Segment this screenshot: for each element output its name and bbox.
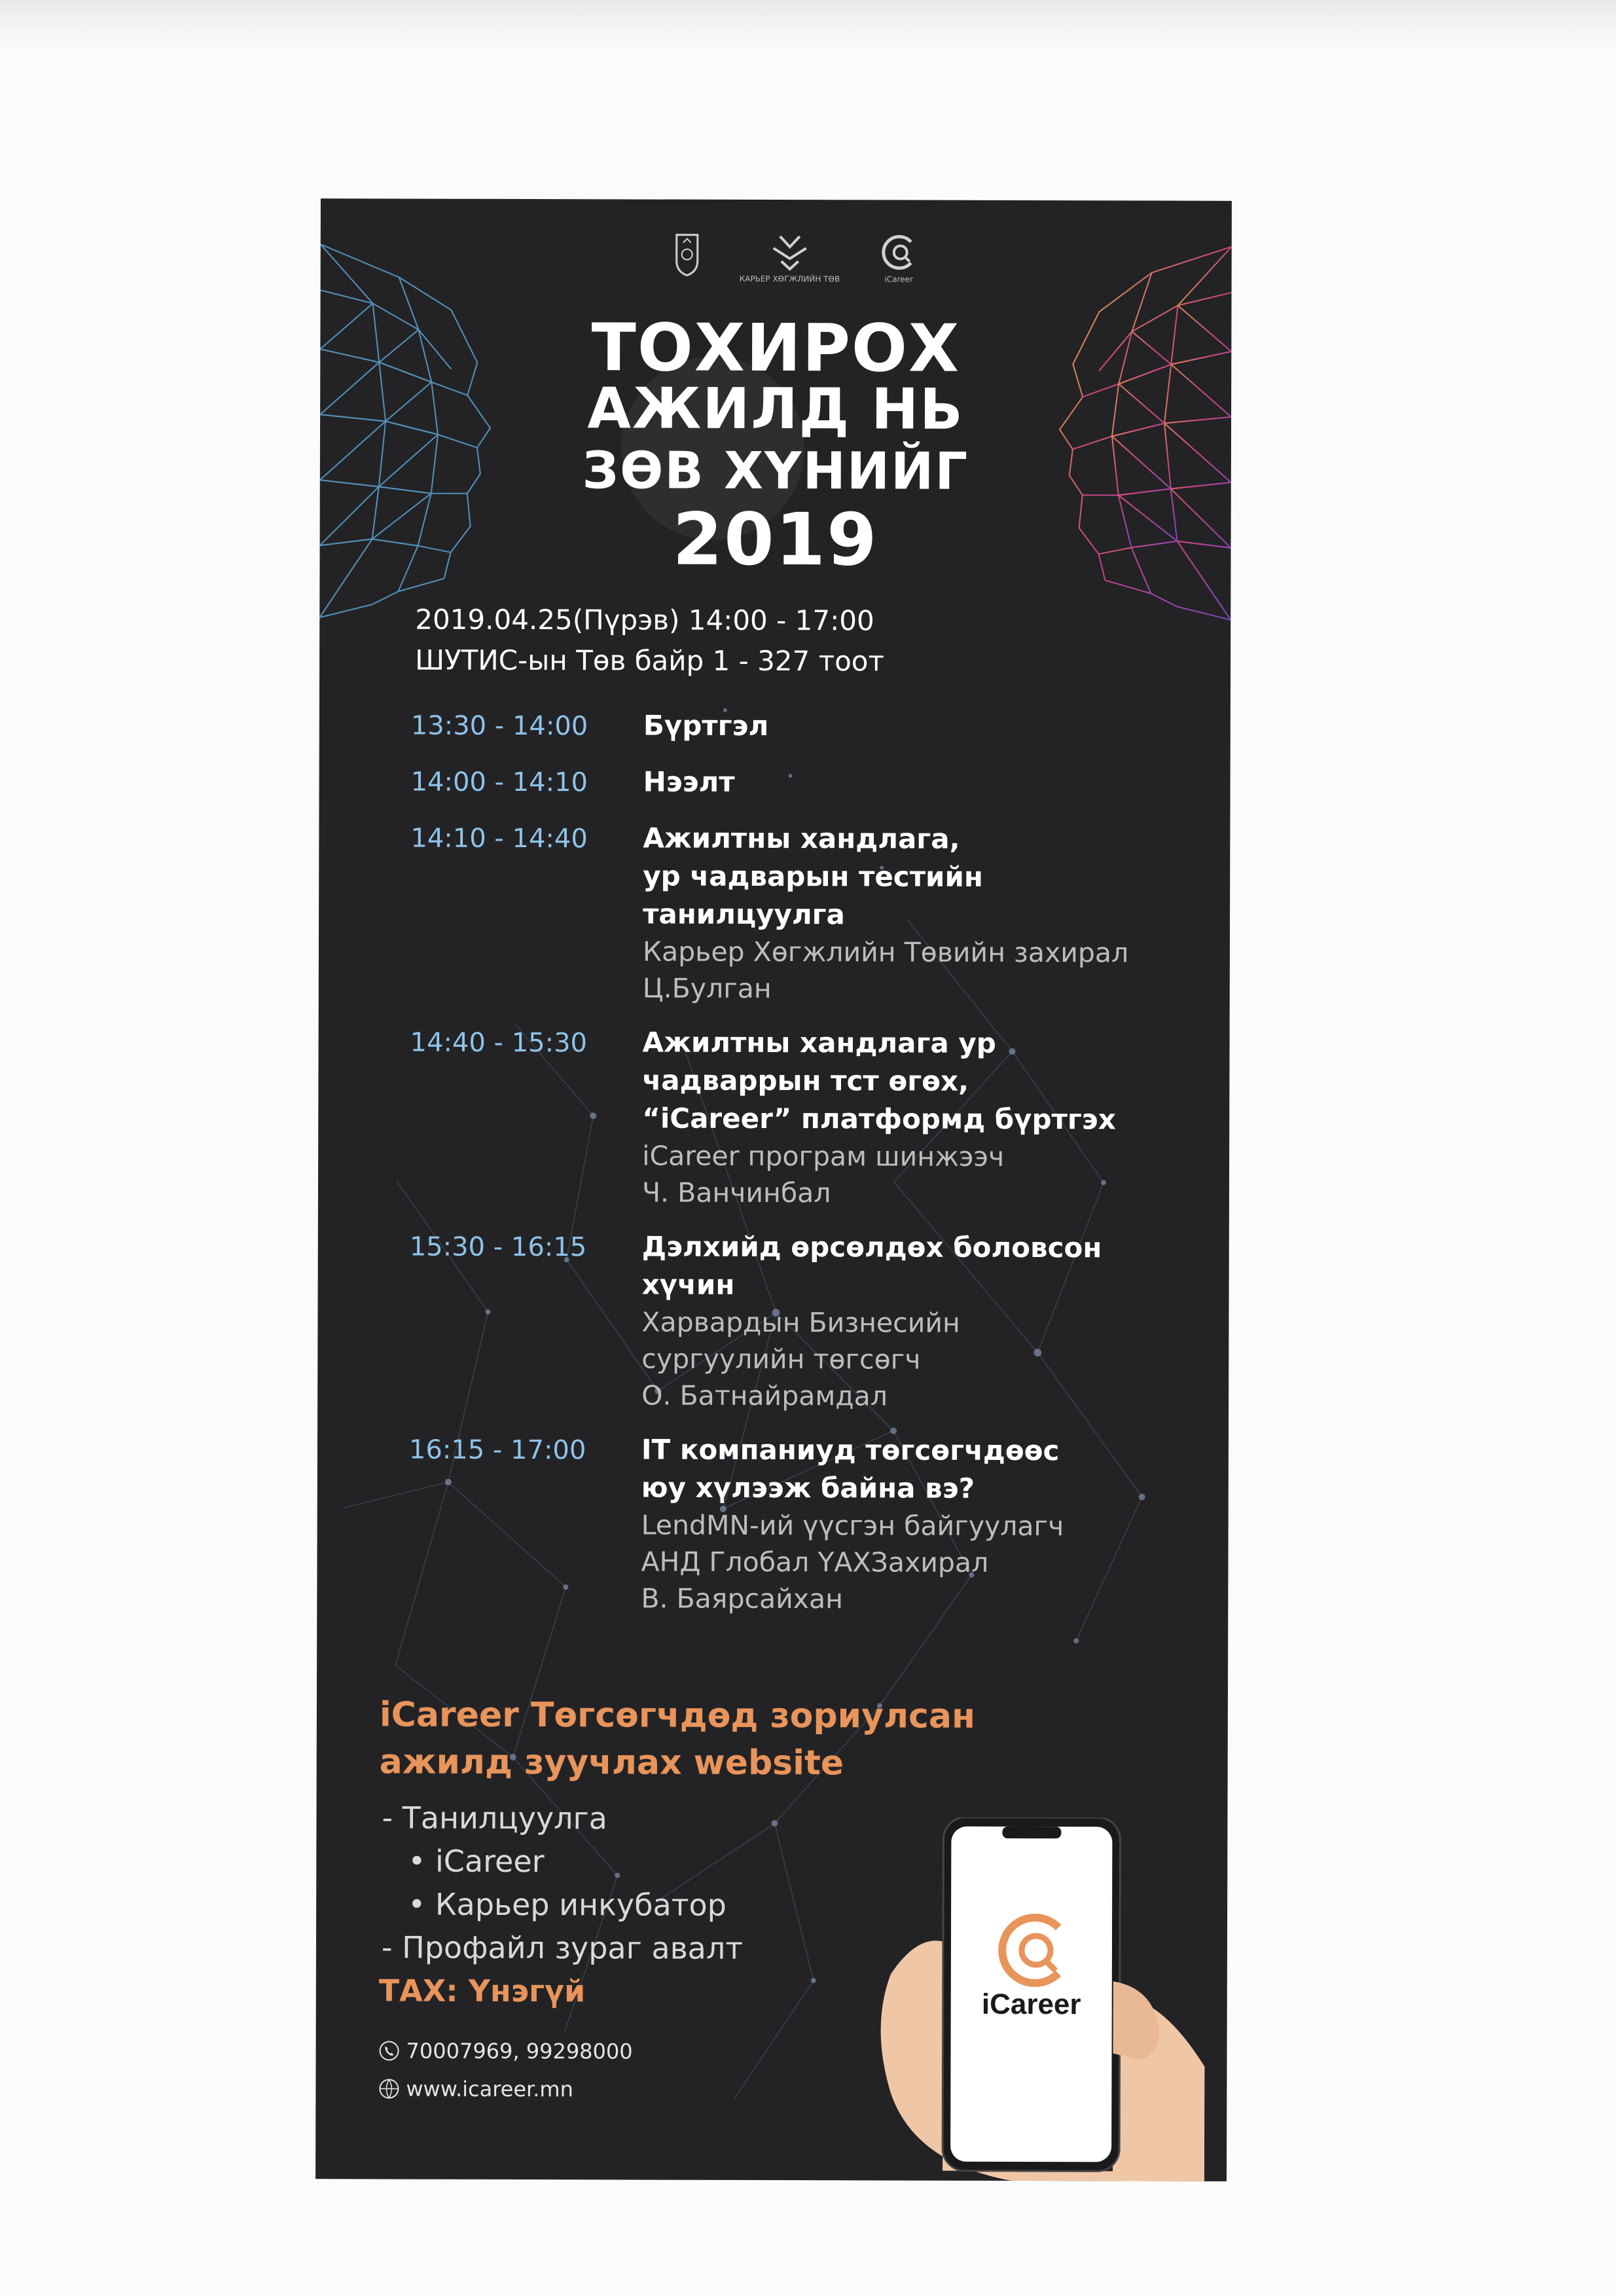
icareer-logo [879,232,918,283]
feature-item: - Танилцуулга [382,1800,607,1836]
smartphone-in-hand [864,1817,1205,2181]
title-line-3: ЗӨВ ХҮНИЙГ [582,441,969,501]
university-shield-icon [674,232,700,277]
agenda-topic: Ажилтны хандлага, [643,822,960,855]
agenda-topic: танилцуулга [643,898,845,931]
agenda-description [643,763,1216,803]
agenda-row [411,706,1216,748]
agenda-speaker: сургуулийн төгсөгч [641,1343,921,1376]
agenda-speaker: В. Баярсайхан [641,1582,844,1615]
feature-item: • Карьер инкубатор [408,1886,727,1923]
agenda-speaker: Карьер Хөгжлийн Төвийн захирал [642,936,1129,969]
phone-notch [1002,1827,1061,1838]
event-datetime: 2019.04.25(Пүрэв) 14:00 - 17:00 [415,603,874,637]
feature-item: • iCareer [408,1843,545,1880]
event-location: ШУТИС-ын Төв байр 1 - 327 тоот [415,644,885,678]
agenda-row [411,763,1216,804]
promo-heading [380,1691,975,1787]
agenda-topic: Бүртгэл [643,709,769,742]
agenda-speaker: Ч. Ванчинбал [641,1176,831,1209]
agenda-speaker: АНД Глобал ҮАХЗахирал [641,1546,989,1578]
agenda-time: 14:40 - 15:30 [410,1027,588,1059]
website-link: www.icareer.mn [406,2076,573,2102]
agenda-topic: ур чадварын тестийн [643,860,984,893]
agenda-topic: хүчин [641,1268,735,1301]
phone-icon [379,2040,400,2061]
thumb [1113,1981,1160,2060]
agenda-topic: IT компаниуд төгсөгчдөөс [641,1433,1060,1467]
phone-numbers: 70007969, 99298000 [406,2038,633,2064]
agenda-list [408,706,1216,1635]
career-center-caption: КАРЬЕР ХӨГЖЛИЙН ТӨВ [739,274,840,284]
agenda-row [410,1023,1215,1212]
icareer-logo-icon [879,232,918,272]
agenda-speaker: Харвардын Бизнесийн [641,1306,960,1339]
globe-icon [378,2078,399,2099]
agenda-time: 14:10 - 14:40 [410,823,588,854]
agenda-topic: Дэлхийд өрсөлдөх боловсон [641,1230,1102,1264]
agenda-topic: Ажилтны хандлага ур [642,1026,996,1059]
agenda-description [643,706,1216,747]
agenda-description [642,1023,1215,1212]
agenda-description [641,1430,1214,1618]
career-center-logo [740,232,840,283]
promo-line-1: iCareer Төгсөгчдөд зориулсан [379,1695,976,1736]
contact-phone [378,2032,632,2070]
agenda-description [643,819,1216,1008]
agenda-row [409,1228,1215,1415]
university-logo [674,232,700,277]
scan-edge [0,0,1616,46]
agenda-time: 16:15 - 17:00 [408,1434,586,1466]
logo-row [674,232,919,284]
fee-label: ТАХ: Үнэгүй [378,1973,586,2009]
agenda-topic: “iCareer” платформд бүртгэх [642,1102,1116,1136]
phone-app-name: iCareer [981,1988,1081,2021]
feature-item: - Профайл зураг авалт [381,1929,744,1966]
agenda-time: 14:00 - 14:10 [410,767,588,798]
feature-list [382,1796,744,1969]
promo-line-2: ажилд зуучлах website [379,1742,844,1783]
event-info [415,600,884,682]
agenda-time: 15:30 - 16:15 [409,1231,587,1263]
title-year: 2019 [672,497,878,582]
agenda-speaker: LendMN-ий үүсгэн байгуулагч [641,1509,1064,1542]
agenda-description [641,1228,1215,1415]
agenda-speaker: О. Батнайрамдал [641,1379,888,1412]
icareer-caption: iCareer [884,274,913,284]
career-center-icon [766,232,812,272]
agenda-speaker: iCareer програм шинжээч [642,1140,1005,1173]
agenda-speaker: Ц.Булган [642,972,772,1004]
agenda-row [408,1430,1214,1618]
title-line-2: АЖИЛД НЬ [587,376,964,443]
agenda-row [410,819,1216,1008]
contact-web [378,2069,632,2108]
agenda-topic: юу хүлээж байна вэ? [641,1471,975,1504]
agenda-time: 13:30 - 14:00 [410,710,588,742]
agenda-topic: чадваррын тст өгөх, [642,1064,969,1097]
contact-block [378,2032,632,2108]
title-line-1: ТОХИРОХ [591,309,961,387]
agenda-topic: Нээлт [643,765,735,798]
event-flyer [315,198,1232,2181]
